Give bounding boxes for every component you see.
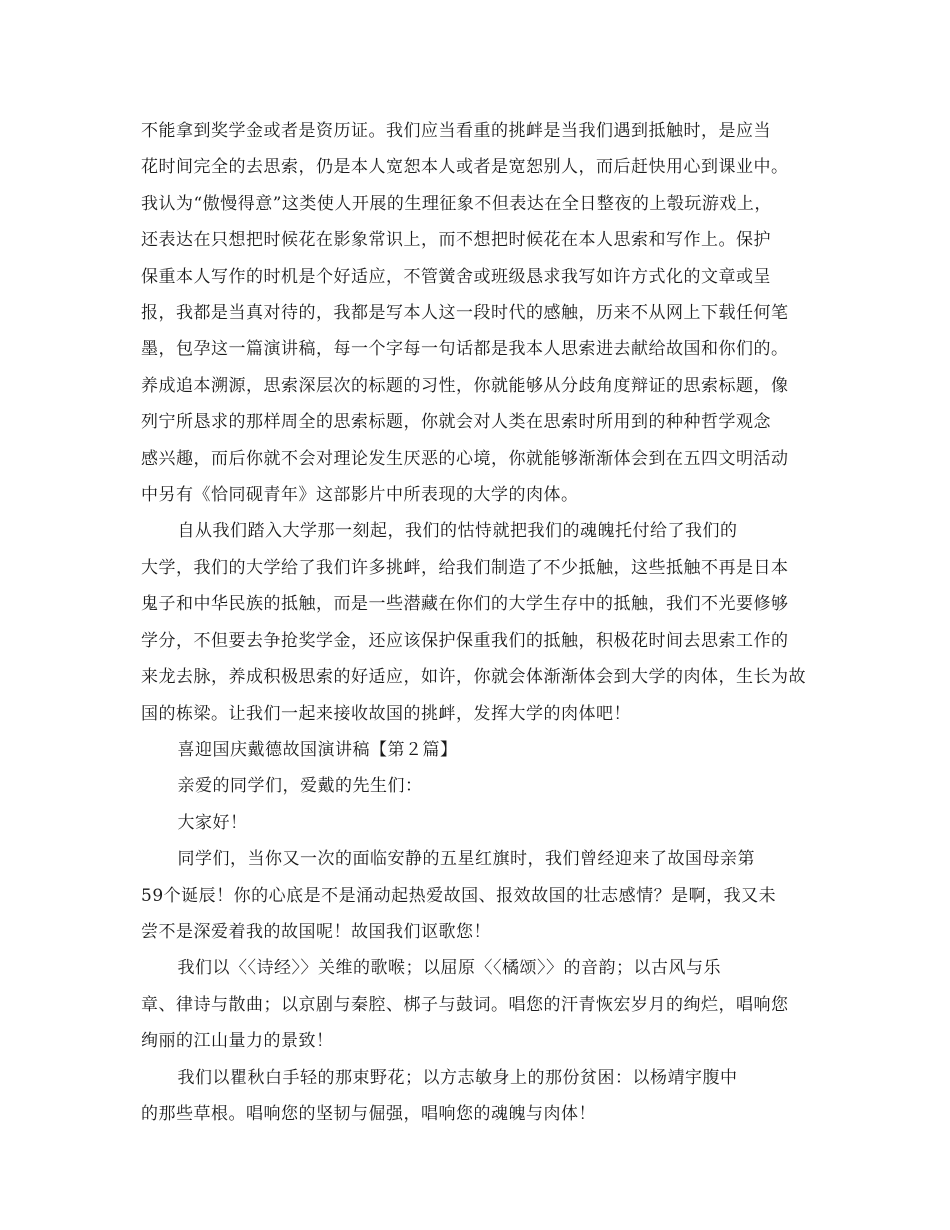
paragraph-continued-text: 不能拿到奖学金或者是资历证。我们应当看重的挑衅是当我们遇到抵触时，是应当 花时间完全的去思索，仍是本人宽恕本人或者是宽恕别人，而后赶快用心到课业中。 我认为“傲慢得意”这类使人开展的生理征象不但表达在全日整夜的上彀玩游戏上， 还表达在只想把时候花在影象常识上，而不想把时候花在本人思索和写作上。保护 保重本人写作的时机是个好适应，不管黉舍或班级恳求我写如许方式化的文章或呈 报，我都是当真对待的，我都是写本人这一段时代的感触，历来不从网上下载任何笔 墨，包孕这一篇演讲稿，每一个字每一句话都是我本人思索进去献给故国和你们的。 养成追本溯源，思索深层次的标题的习性，你就能够从分歧角度辩证的思索标题，像 列宁所恳求的那样周全的思索标题，你就会对人类在思索时所用到的种种哲学观念 感兴趣，而后你就不会对理论发生厌恶的心境，你就能够渐渐体会到在五四文明活动 中另有《恰同砚青年》这部影片中所表现的大学的肉体。 bbox=[141, 121, 789, 506]
salutation: 亲爱的同学们，爱戴的先生们： bbox=[177, 776, 423, 797]
greeting: 大家好！ bbox=[177, 812, 248, 833]
paragraph-national-day: 同学们，当你又一次的面临安静的五星红旗时，我们曾经迎来了故国母亲第 59个诞辰！你的心底是不是涌动起热爱故国、报效故国的壮志感情？是啊，我又未 尝不是深爱着我的故国呢！故国我们讴歌您！ bbox=[141, 849, 777, 942]
paragraph-poetry: 我们以〈〈诗经〉〉关维的歌喉；以屈原〈〈橘颂〉〉的音韵；以古风与乐 章、律诗与散曲；以京剧与秦腔、梆子与鼓词。唱您的汗青恢宏岁月的绚烂，唱响您 绚丽的江山量力的景致！ bbox=[141, 958, 789, 1052]
speech-text-body bbox=[141, 113, 816, 1132]
paragraph-university-spirit: 自从我们踏入大学那一刻起，我们的怙恃就把我们的魂魄托付给了我们的 大学，我们的大学给了我们许多挑衅，给我们制造了不少抵触，这些抵触不再是日本 鬼子和中华民族的抵触，而是一些潜藏在你们的大学生存中的抵触，我们不光要修够 学分，不但要去争抢奖学金，还应该保护保重我们的抵触，积极花时间去思索工作的 来龙去脉，养成积极思索的好适应，如许，你就会体渐渐体会到大学的肉体，生长为故 国的栋梁。让我们一起来接收故国的挑衅，发挥大学的肉体吧！ bbox=[141, 521, 806, 724]
section-heading: 喜迎国庆戴德故国演讲稿【第２篇】 bbox=[177, 739, 458, 760]
paragraph-heroes: 我们以瞿秋白手轻的那束野花；以方志敏身上的那份贫困：以杨靖宇腹中 的那些草根。唱响您的坚韧与倔强，唱响您的魂魄与肉体！ bbox=[141, 1067, 738, 1124]
